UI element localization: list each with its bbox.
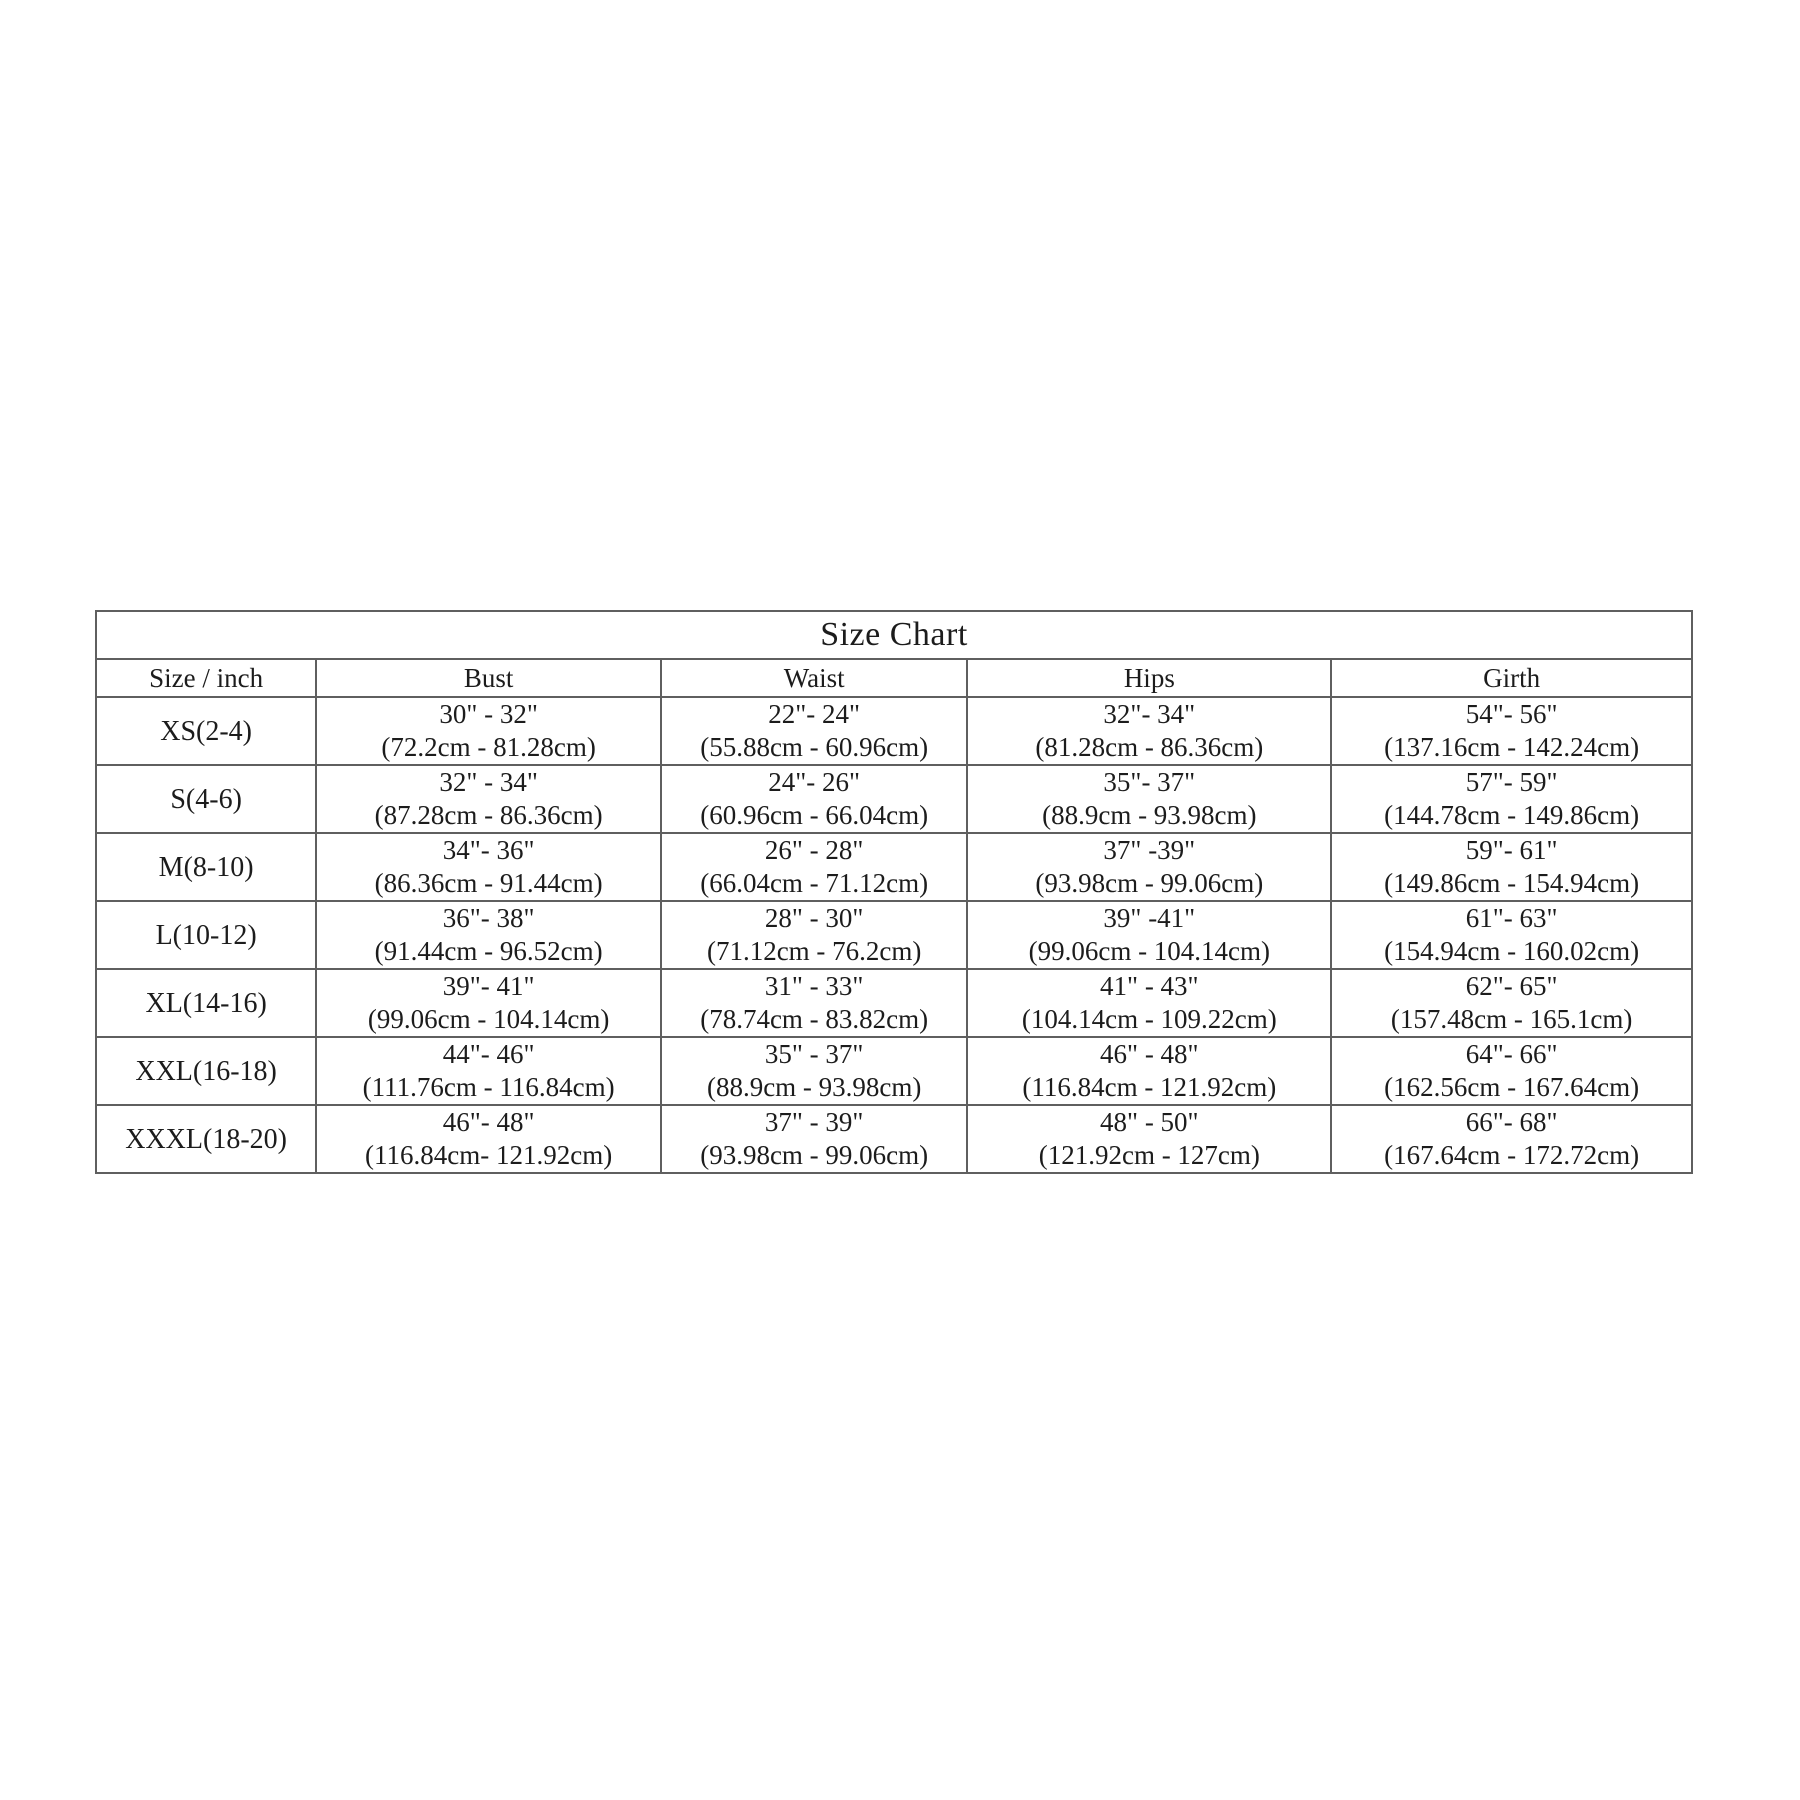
bust-cell xyxy=(316,1037,661,1105)
cell-line: (167.64cm - 172.72cm) xyxy=(1384,1140,1640,1170)
cell-line: 44"- 46" xyxy=(442,1039,535,1069)
cell-line: 39" -41" xyxy=(1103,903,1196,933)
cell-line: (116.84cm - 121.92cm) xyxy=(1022,1072,1277,1102)
header-row xyxy=(96,659,1692,697)
bust-cell xyxy=(316,969,661,1037)
cell-line: 64"- 66" xyxy=(1465,1039,1558,1069)
cell-line: 31" - 33" xyxy=(764,971,864,1001)
cell-line: (93.98cm - 99.06cm) xyxy=(700,1140,929,1170)
cell-line: 28" - 30" xyxy=(764,903,864,933)
table-row xyxy=(96,765,1692,833)
cell-line: (144.78cm - 149.86cm) xyxy=(1384,800,1640,830)
size-label: M(8-10) xyxy=(96,833,316,901)
table-row xyxy=(96,1037,1692,1105)
cell-line: (78.74cm - 83.82cm) xyxy=(700,1004,929,1034)
cell-line: 59"- 61" xyxy=(1465,835,1558,865)
hips-cell xyxy=(967,901,1331,969)
girth-cell xyxy=(1331,901,1692,969)
cell-line: 35" - 37" xyxy=(764,1039,864,1069)
cell-line: (86.36cm - 91.44cm) xyxy=(374,868,603,898)
cell-line: (149.86cm - 154.94cm) xyxy=(1384,868,1640,898)
cell-line: (99.06cm - 104.14cm) xyxy=(367,1004,610,1034)
size-label: XXXL(18-20) xyxy=(96,1105,316,1173)
waist-cell xyxy=(661,1105,967,1173)
size-label: L(10-12) xyxy=(96,901,316,969)
cell-line: (116.84cm- 121.92cm) xyxy=(365,1140,613,1170)
bust-cell xyxy=(316,901,661,969)
cell-line: 35"- 37" xyxy=(1103,767,1196,797)
waist-cell xyxy=(661,901,967,969)
bust-cell xyxy=(316,697,661,765)
cell-line: (91.44cm - 96.52cm) xyxy=(374,936,603,966)
column-header-girth: Girth xyxy=(1331,659,1692,697)
girth-cell xyxy=(1331,697,1692,765)
cell-line: 37" - 39" xyxy=(764,1107,864,1137)
size-label: XL(14-16) xyxy=(96,969,316,1037)
cell-line: 24"- 26" xyxy=(768,767,861,797)
cell-line: 46" - 48" xyxy=(1100,1039,1199,1069)
cell-line: (71.12cm - 76.2cm) xyxy=(706,936,922,966)
hips-cell xyxy=(967,1037,1331,1105)
cell-line: (87.28cm - 86.36cm) xyxy=(374,800,603,830)
girth-cell xyxy=(1331,969,1692,1037)
cell-line: 34"- 36" xyxy=(442,835,535,865)
waist-cell xyxy=(661,765,967,833)
table-row xyxy=(96,697,1692,765)
cell-line: (99.06cm - 104.14cm) xyxy=(1028,936,1271,966)
table-row xyxy=(96,901,1692,969)
hips-cell xyxy=(967,697,1331,765)
cell-line: 66"- 68" xyxy=(1465,1107,1558,1137)
size-chart xyxy=(95,610,1693,1174)
girth-cell xyxy=(1331,765,1692,833)
cell-line: 39"- 41" xyxy=(442,971,535,1001)
girth-cell xyxy=(1331,1037,1692,1105)
cell-line: (137.16cm - 142.24cm) xyxy=(1384,732,1640,762)
size-chart-table xyxy=(95,610,1693,1174)
cell-line: (157.48cm - 165.1cm) xyxy=(1390,1004,1633,1034)
size-label: S(4-6) xyxy=(96,765,316,833)
cell-line: (88.9cm - 93.98cm) xyxy=(1042,800,1257,830)
size-label: XXL(16-18) xyxy=(96,1037,316,1105)
hips-cell xyxy=(967,833,1331,901)
waist-cell xyxy=(661,697,967,765)
cell-line: (162.56cm - 167.64cm) xyxy=(1384,1072,1640,1102)
cell-line: 62"- 65" xyxy=(1465,971,1558,1001)
bust-cell xyxy=(316,765,661,833)
cell-line: (55.88cm - 60.96cm) xyxy=(700,732,929,762)
cell-line: 54"- 56" xyxy=(1465,699,1558,729)
hips-cell xyxy=(967,765,1331,833)
cell-line: (60.96cm - 66.04cm) xyxy=(700,800,929,830)
cell-line: (72.2cm - 81.28cm) xyxy=(381,732,596,762)
cell-line: (121.92cm - 127cm) xyxy=(1038,1140,1260,1170)
cell-line: (81.28cm - 86.36cm) xyxy=(1035,732,1264,762)
column-header-hips: Hips xyxy=(967,659,1331,697)
table-title: Size Chart xyxy=(96,611,1692,659)
cell-line: (66.04cm - 71.12cm) xyxy=(700,868,929,898)
cell-line: 32" - 34" xyxy=(439,767,538,797)
cell-line: 37" -39" xyxy=(1103,835,1196,865)
girth-cell xyxy=(1331,833,1692,901)
girth-cell xyxy=(1331,1105,1692,1173)
cell-line: 22"- 24" xyxy=(768,699,861,729)
hips-cell xyxy=(967,969,1331,1037)
cell-line: (104.14cm - 109.22cm) xyxy=(1021,1004,1277,1034)
cell-line: 30" - 32" xyxy=(439,699,538,729)
cell-line: 26" - 28" xyxy=(764,835,864,865)
table-row xyxy=(96,833,1692,901)
cell-line: 46"- 48" xyxy=(442,1107,535,1137)
title-row xyxy=(96,611,1692,659)
cell-line: 32"- 34" xyxy=(1103,699,1196,729)
cell-line: 36"- 38" xyxy=(442,903,535,933)
size-label: XS(2-4) xyxy=(96,697,316,765)
cell-line: (88.9cm - 93.98cm) xyxy=(706,1072,922,1102)
cell-line: (93.98cm - 99.06cm) xyxy=(1035,868,1264,898)
cell-line: (154.94cm - 160.02cm) xyxy=(1384,936,1640,966)
bust-cell xyxy=(316,833,661,901)
column-header-waist: Waist xyxy=(661,659,967,697)
cell-line: (111.76cm - 116.84cm) xyxy=(362,1072,615,1102)
column-header-size-inch: Size / inch xyxy=(96,659,316,697)
cell-line: 41" - 43" xyxy=(1100,971,1199,1001)
table-row xyxy=(96,1105,1692,1173)
bust-cell xyxy=(316,1105,661,1173)
waist-cell xyxy=(661,833,967,901)
cell-line: 57"- 59" xyxy=(1465,767,1558,797)
hips-cell xyxy=(967,1105,1331,1173)
table-row xyxy=(96,969,1692,1037)
column-header-bust: Bust xyxy=(316,659,661,697)
waist-cell xyxy=(661,969,967,1037)
cell-line: 61"- 63" xyxy=(1465,903,1558,933)
cell-line: 48" - 50" xyxy=(1100,1107,1199,1137)
waist-cell xyxy=(661,1037,967,1105)
